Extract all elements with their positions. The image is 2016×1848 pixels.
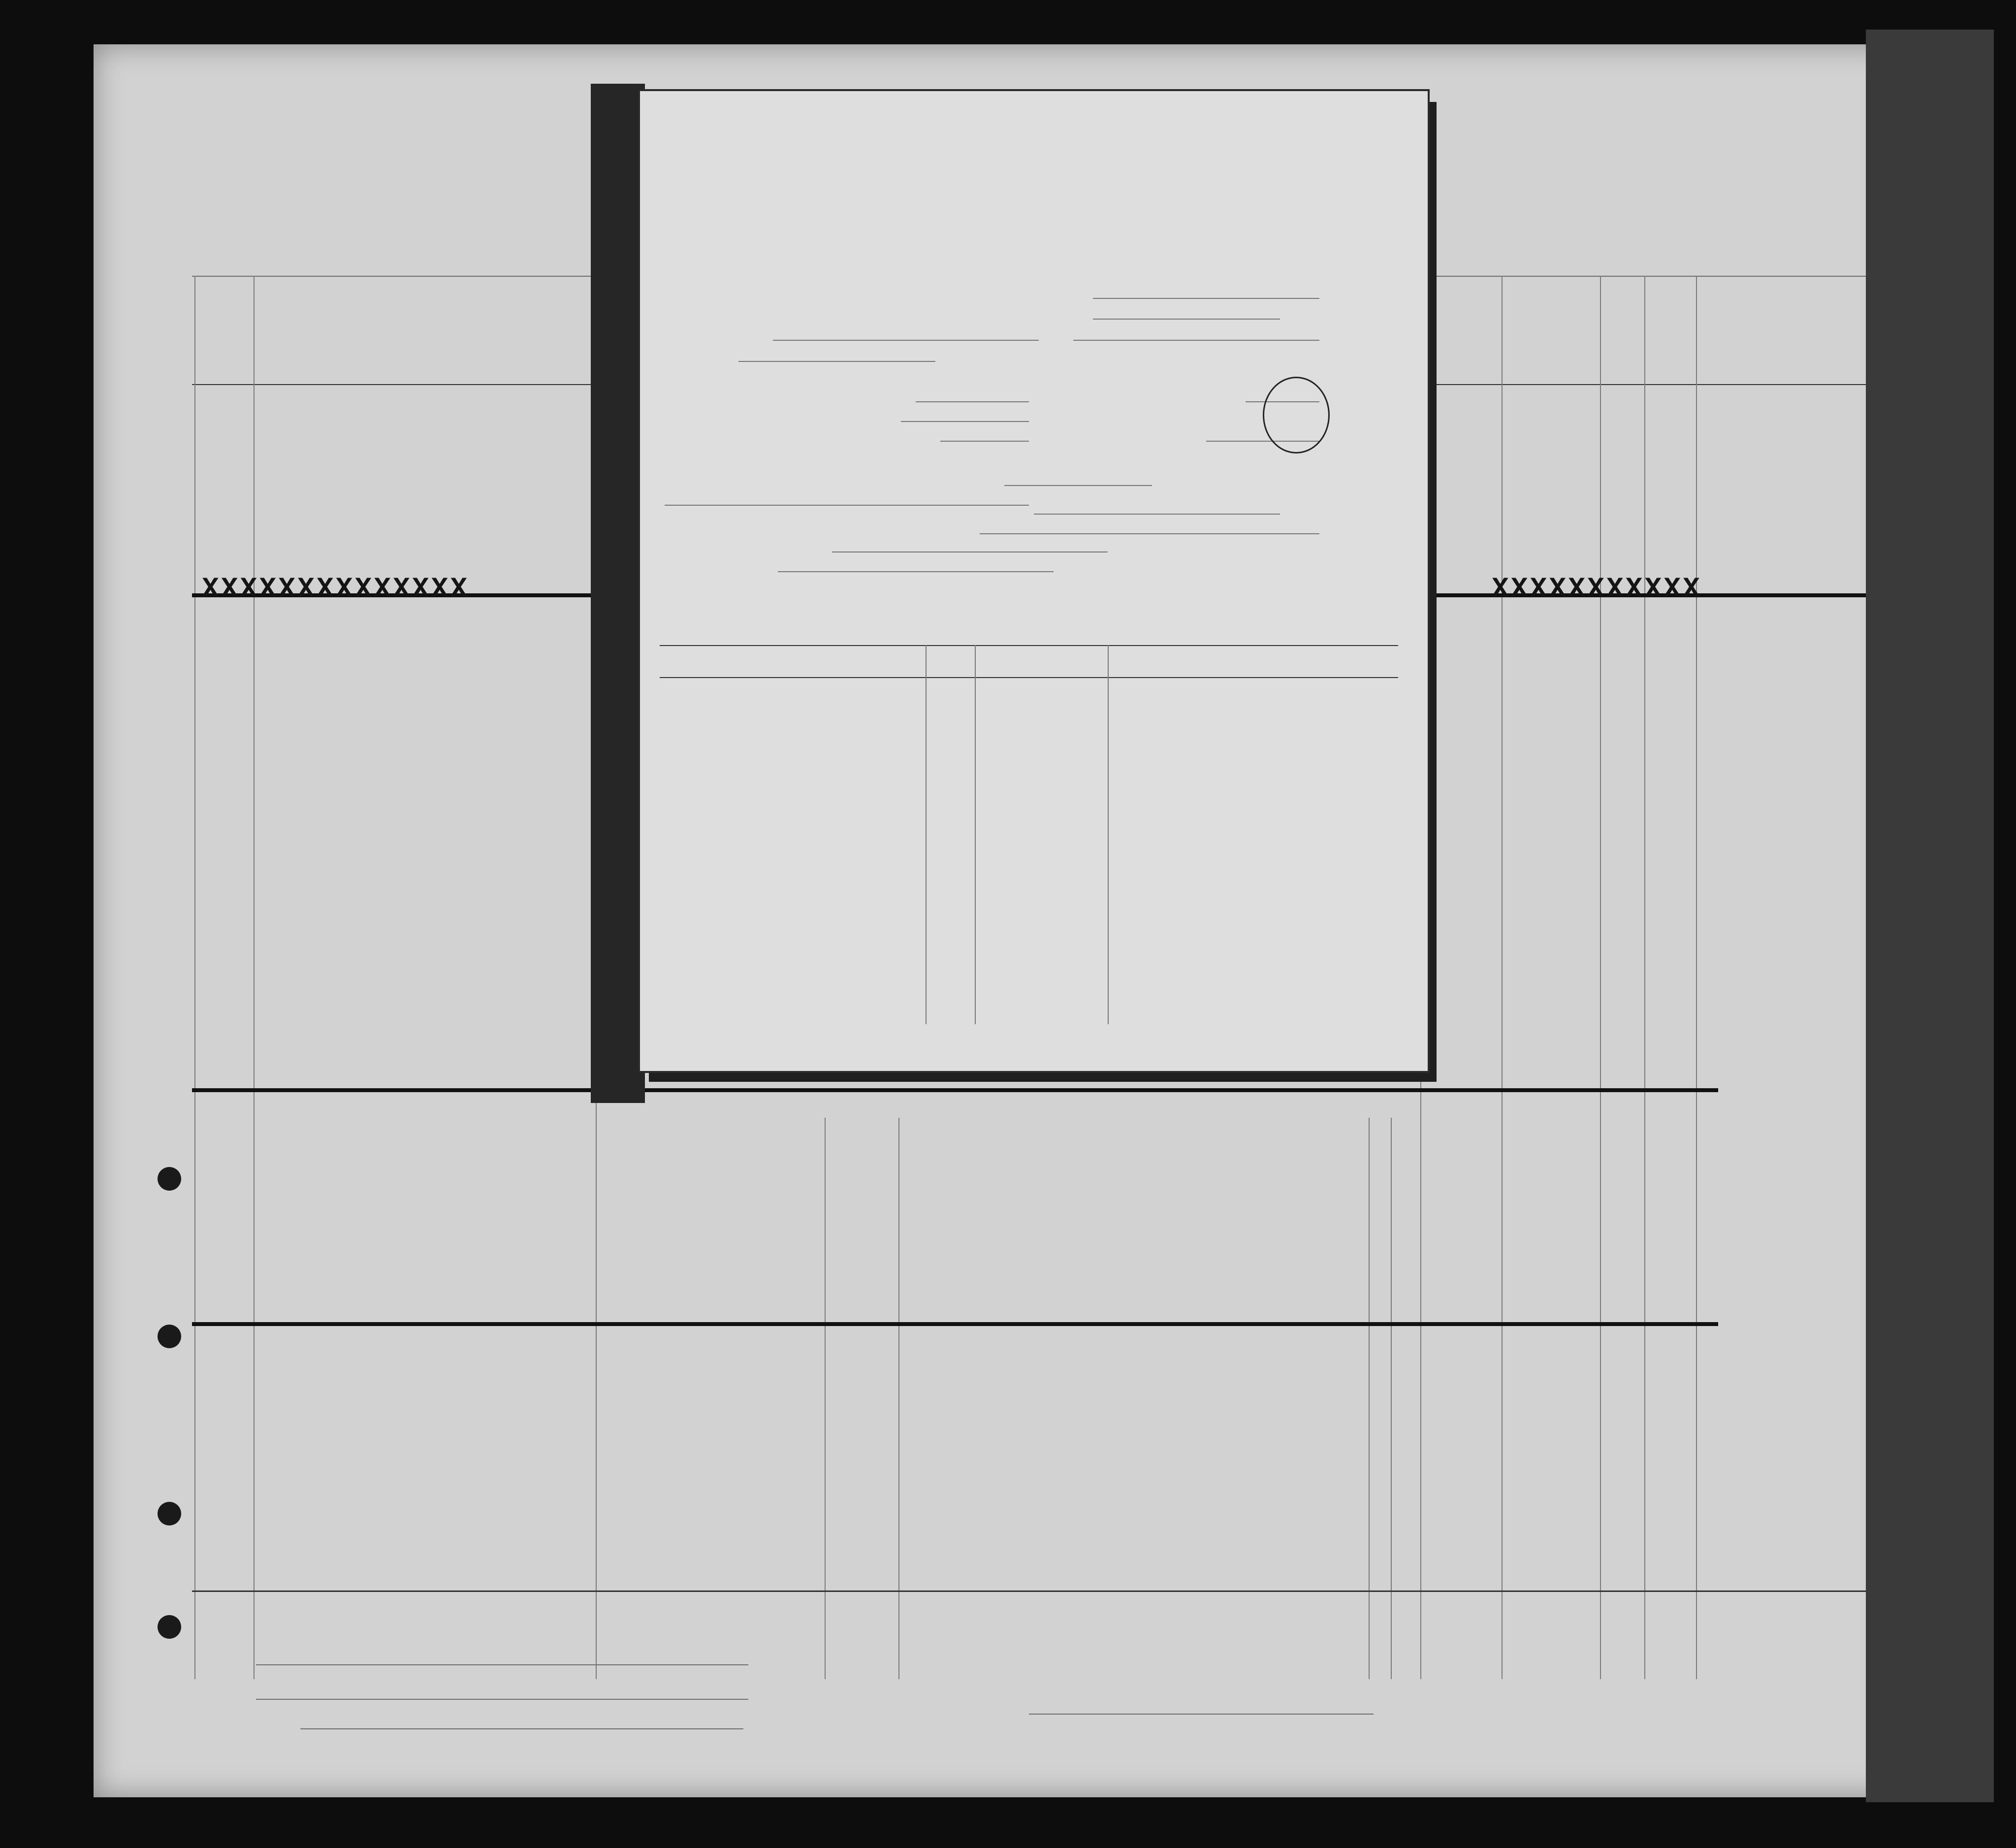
punch-hole (158, 1325, 181, 1348)
insert-shadow (591, 84, 645, 1103)
punch-hole (158, 1167, 181, 1191)
statement-insert (640, 91, 1428, 1071)
cross-out-marks-left: XXXXXXXXXXXXXX (202, 574, 470, 606)
circled-mark (1263, 377, 1330, 454)
strike-line-row18 (192, 1088, 1718, 1092)
cross-out-marks-right: XXXXXXXXXXX (1492, 574, 1702, 606)
punch-hole (158, 1502, 181, 1525)
strike-line-row24 (192, 1322, 1718, 1326)
page-edge (1866, 30, 1994, 1802)
punch-hole (158, 1615, 181, 1639)
